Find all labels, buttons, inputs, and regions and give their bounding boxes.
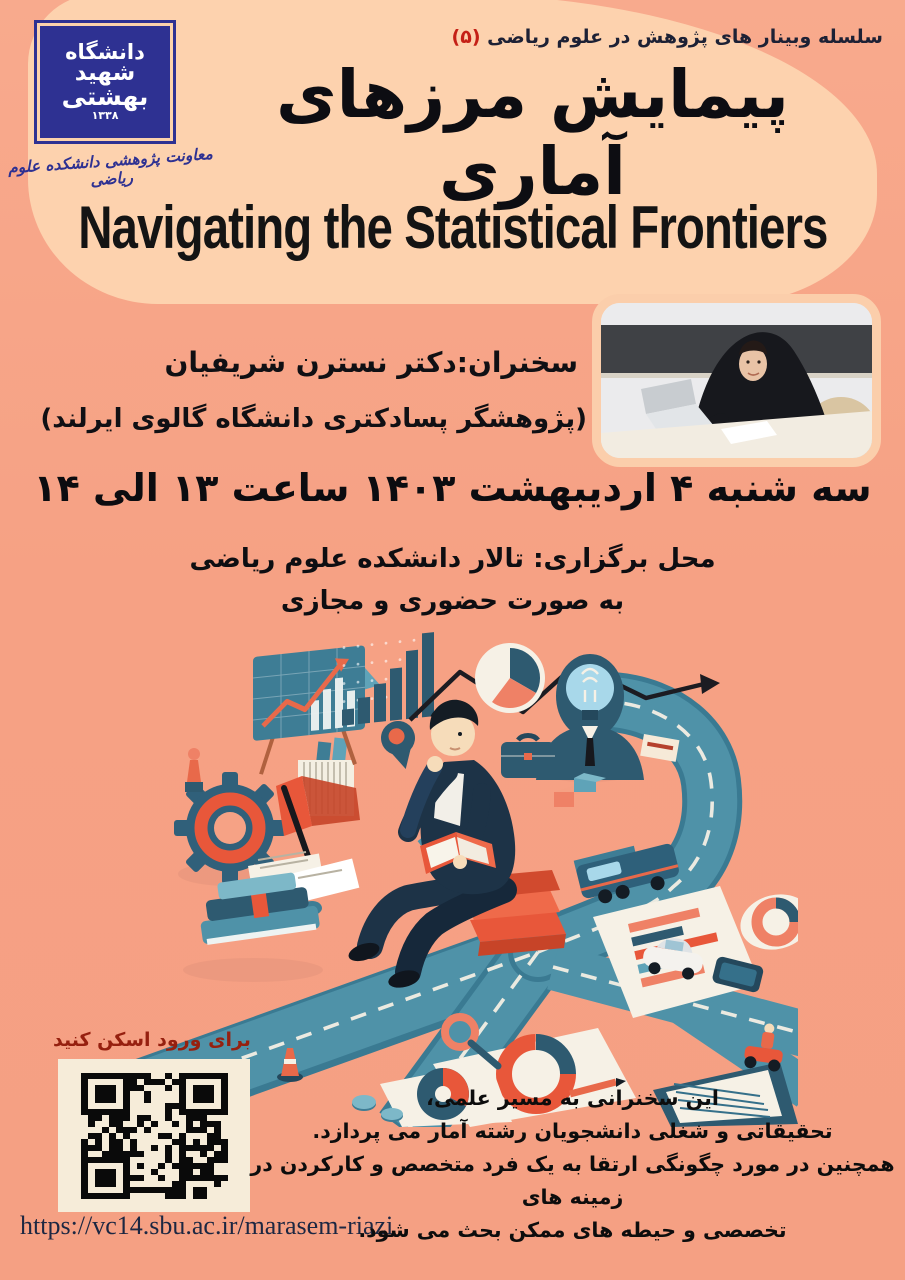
event-datetime: سه شنبه ۴ اردیبهشت ۱۴۰۳ ساعت ۱۳ الی ۱۴ [33,466,872,510]
series-label [452,26,883,48]
pie-chart [475,643,545,713]
speaker-photo-illustration [601,303,872,458]
qr-code [81,1073,228,1199]
event-url[interactable]: https://vc14.sbu.ac.ir/marasem-riazi [20,1211,394,1240]
qr-instruction: برای ورود اسکن کنید [53,1029,251,1051]
trophy-figure [185,748,203,792]
poster-title-english: Navigating the Statistical Frontiers [77,193,828,262]
series-label-text: سلسله وبینار های پژوهش در علوم ریاضی [487,26,883,48]
hand-on-chin [427,756,443,772]
university-logo [34,20,176,144]
briefcase-icon [501,736,555,778]
qr-panel [58,1059,250,1212]
logo-calligraphy [61,39,149,123]
description-line: تخصصی و حیطه های ممکن بحث می شود. [358,1218,787,1242]
speaker-photo [592,294,881,467]
speaker-affiliation: (پژوهشگر پسادکتری دانشگاه گالوی ایرلند) [40,404,587,434]
event-venue: محل برگزاری: تالار دانشکده علوم ریاضی [189,544,716,574]
logo-year: ۱۳۳۸ [91,109,119,123]
event-format: به صورت حضوری و مجازی [280,586,625,616]
logo-line2: شهید [74,60,136,87]
description-line: تحقیقاتی و شغلی دانشجویان رشته آمار می پردازد. [312,1119,833,1143]
statistics-journey-illustration [108,622,798,1127]
description-line: همچنین در مورد چگونگی ارتقا به یک فرد متخصص و کارکردن در زمینه های [250,1152,895,1209]
event-description [250,1082,895,1247]
description-line: این سخنرانی به مسیر علمی، [426,1086,719,1110]
series-number: (۵) [451,26,481,48]
logo-line1: دانشگاه [65,39,145,64]
logo-line3: بهشتی [61,81,149,111]
department-label: معاونت پژوهشی دانشکده علوم ریاضی [7,144,214,190]
location-pin-icon [377,717,422,773]
speaker-name: سخنران:دکتر نسترن شریفیان [164,346,578,379]
poster-title-farsi: پیمایش مرزهای آماری [276,56,789,210]
